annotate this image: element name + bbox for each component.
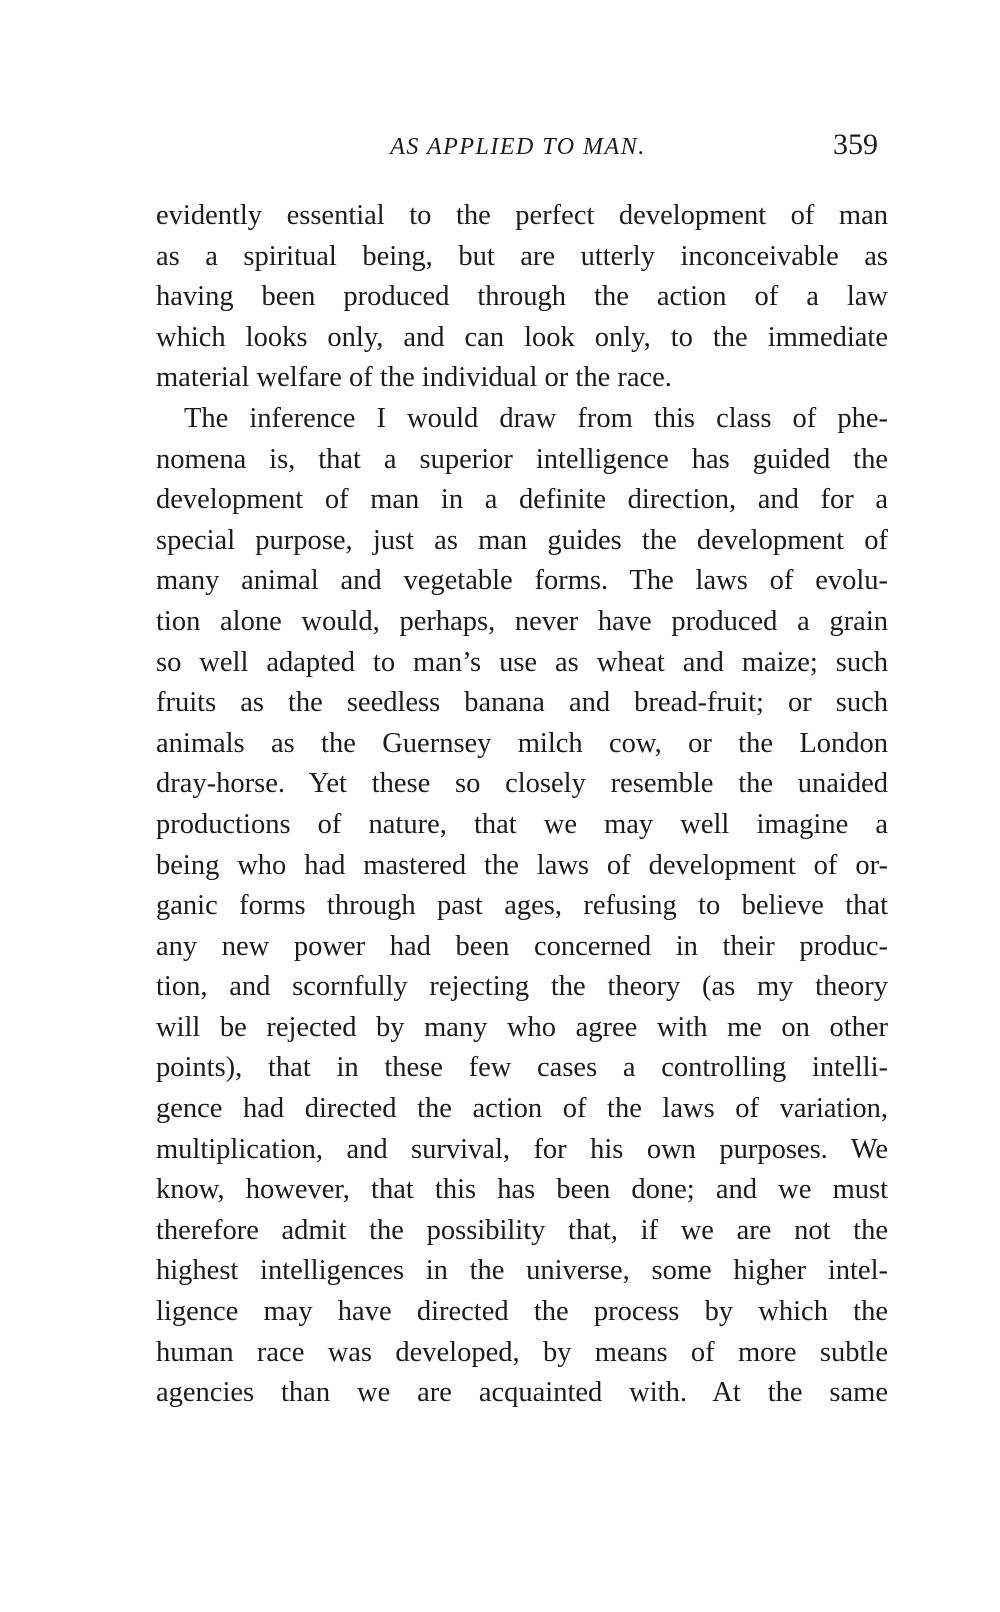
paragraph-1 <box>156 196 888 399</box>
text-line: multiplication, and survival, for his own purposes. We <box>156 1133 888 1165</box>
body-text <box>156 196 888 1414</box>
text-line: so well adapted to man’s use as wheat and maize; such <box>156 646 888 678</box>
text-line: points), that in these few cases a controlling intelli- <box>156 1052 888 1084</box>
text-line: gence had directed the action of the laws of variation, <box>156 1093 888 1125</box>
text-line: evidently essential to the perfect development of man <box>156 200 888 231</box>
page-number: 359 <box>833 128 878 161</box>
running-head <box>150 128 886 168</box>
text-line: dray-horse. Yet these so closely resemble the unaided <box>156 768 888 800</box>
text-line: ganic forms through past ages, refusing to believe that <box>156 890 888 922</box>
text-line: know, however, that this has been done; and we must <box>156 1174 888 1206</box>
text-line: tion, and scornfully rejecting the theory (as my theory <box>156 971 888 1003</box>
text-line: highest intelligences in the universe, some higher intel- <box>156 1255 888 1287</box>
text-line: as a spiritual being, but are utterly inconceivable as <box>156 240 888 272</box>
text-line: material welfare of the individual or the race. <box>156 362 672 394</box>
text-line: development of man in a definite direction, and for a <box>156 484 888 516</box>
text-line: many animal and vegetable forms. The laws of evolu- <box>156 565 888 597</box>
text-line: will be rejected by many who agree with me on other <box>156 1011 888 1043</box>
text-line: which looks only, and can look only, to the immediate <box>156 321 888 353</box>
text-line: productions of nature, that we may well imagine a <box>156 808 888 840</box>
text-line: having been produced through the action of a law <box>156 281 888 313</box>
text-line: tion alone would, perhaps, never have produced a grain <box>156 605 888 637</box>
text-line: The inference I would draw from this class of phe- <box>184 402 888 434</box>
text-line: ligence may have directed the process by which the <box>156 1296 888 1328</box>
running-title: AS APPLIED TO MAN. <box>390 134 646 160</box>
text-line: special purpose, just as man guides the development of <box>156 524 888 556</box>
text-line: therefore admit the possibility that, if we are not the <box>156 1214 888 1246</box>
text-line: animals as the Guernsey milch cow, or the London <box>156 727 888 759</box>
text-line: being who had mastered the laws of development of or- <box>156 849 888 881</box>
text-line: fruits as the seedless banana and bread-fruit; or such <box>156 687 888 719</box>
text-line: nomena is, that a superior intelligence has guided the <box>156 443 888 475</box>
text-line: human race was developed, by means of more subtle <box>156 1336 888 1368</box>
paragraph-2 <box>156 399 888 1414</box>
text-line: any new power had been concerned in their produc- <box>156 930 888 962</box>
text-line: agencies than we are acquainted with. At the same <box>156 1377 888 1409</box>
